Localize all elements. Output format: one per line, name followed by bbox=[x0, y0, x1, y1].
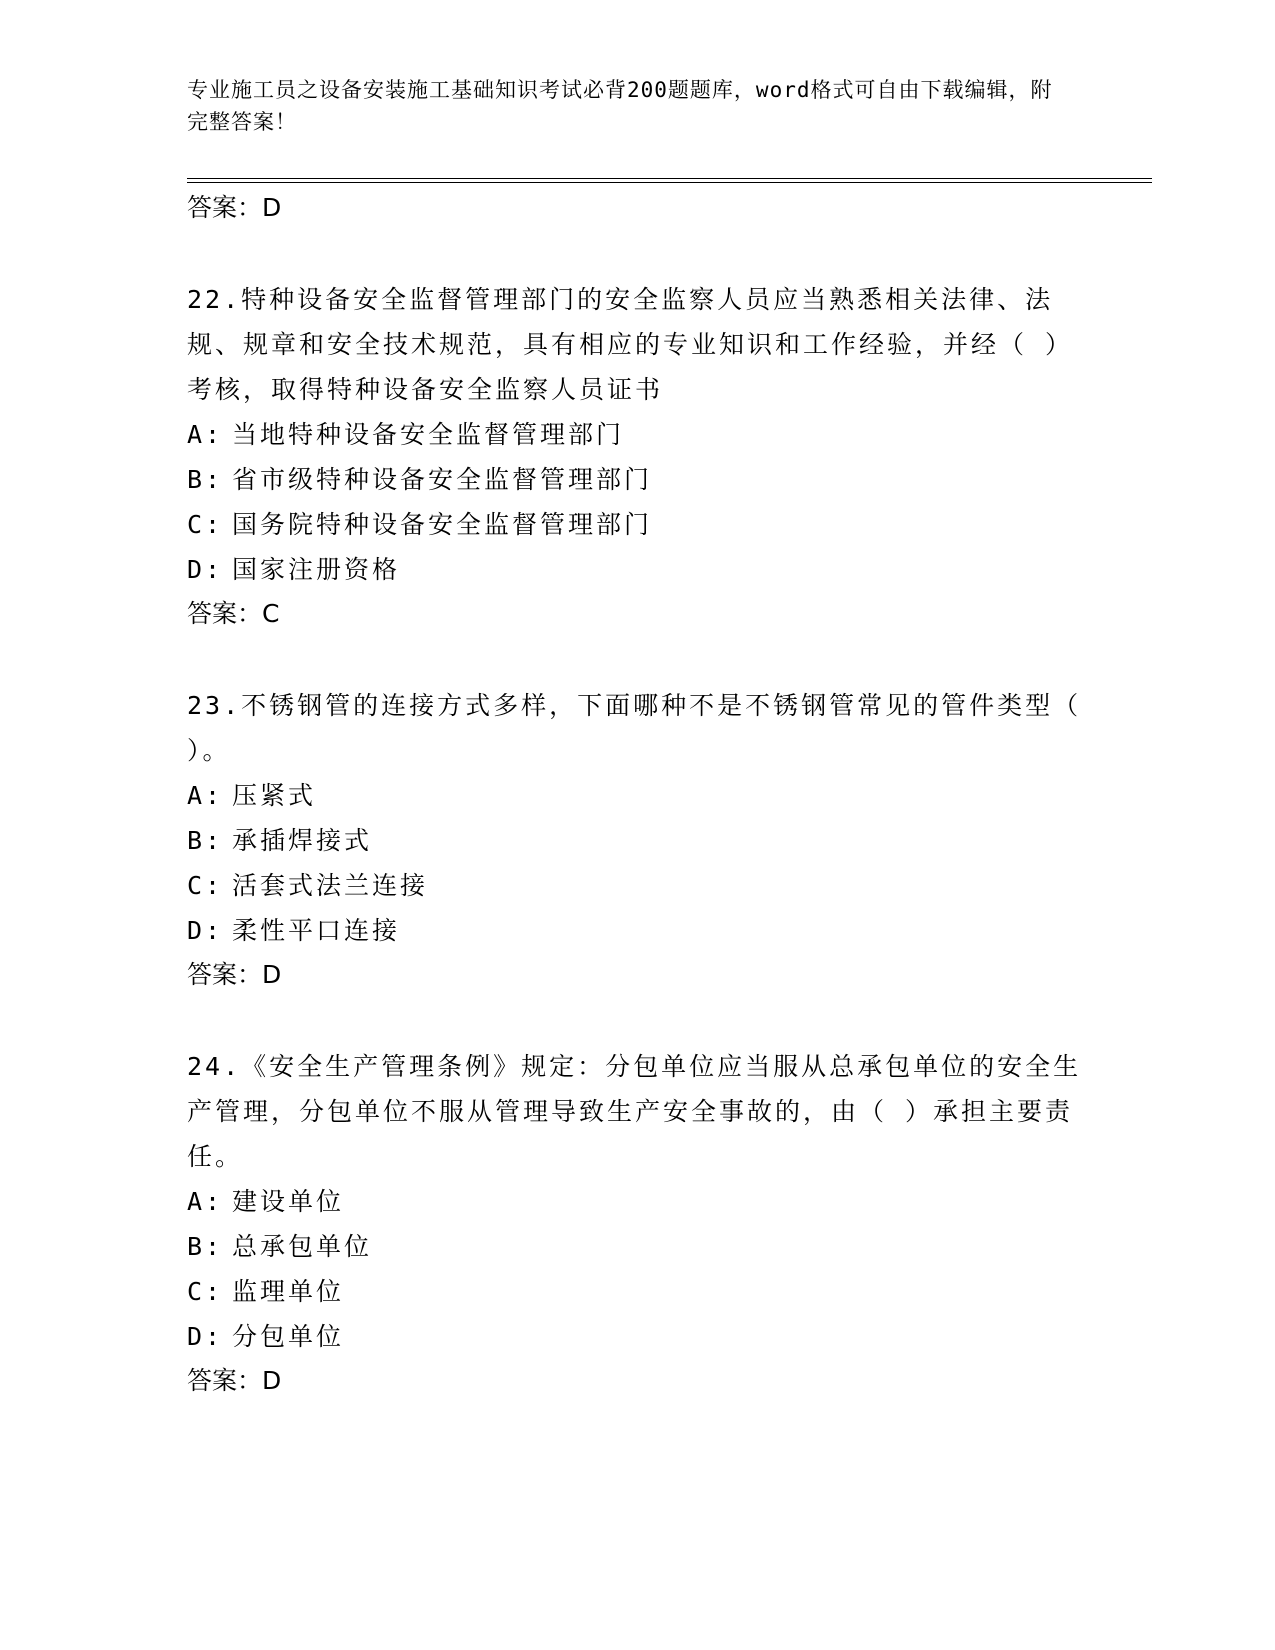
document-body bbox=[187, 186, 1087, 1403]
question-item bbox=[187, 1044, 1087, 1403]
option-text: 活套式法兰连接 bbox=[232, 871, 429, 900]
option-text: 压紧式 bbox=[232, 781, 317, 810]
option-d bbox=[187, 1314, 1087, 1359]
option-key: C: bbox=[187, 1277, 224, 1306]
answer-line: 答案：C bbox=[187, 599, 280, 628]
option-text: 柔性平口连接 bbox=[232, 916, 401, 945]
option-a bbox=[187, 773, 1087, 818]
option-key: C: bbox=[187, 871, 224, 900]
page-header-title: 专业施工员之设备安装施工基础知识考试必背200题题库，word格式可自由下载编辑，附完整答案！ bbox=[187, 78, 1053, 134]
option-key: D: bbox=[187, 555, 224, 584]
option-text: 承插焊接式 bbox=[232, 826, 373, 855]
option-c bbox=[187, 502, 1087, 547]
option-c bbox=[187, 1269, 1087, 1314]
option-b bbox=[187, 457, 1087, 502]
answer-line: 答案：D bbox=[187, 1366, 282, 1395]
option-text: 国务院特种设备安全监督管理部门 bbox=[232, 510, 653, 539]
option-a bbox=[187, 412, 1087, 457]
option-key: A: bbox=[187, 420, 224, 449]
option-text: 国家注册资格 bbox=[232, 555, 401, 584]
option-key: B: bbox=[187, 465, 224, 494]
option-key: A: bbox=[187, 1187, 224, 1216]
option-text: 监理单位 bbox=[232, 1277, 345, 1306]
question-stem: 24.《安全生产管理条例》规定：分包单位应当服从总承包单位的安全生产管理，分包单位不服从管理导致生产安全事故的，由（ ）承担主要责任。 bbox=[187, 1052, 1082, 1171]
option-text: 总承包单位 bbox=[232, 1232, 373, 1261]
option-key: C: bbox=[187, 510, 224, 539]
option-key: A: bbox=[187, 781, 224, 810]
option-text: 建设单位 bbox=[232, 1187, 345, 1216]
option-d bbox=[187, 908, 1087, 953]
question-stem: 22.特种设备安全监督管理部门的安全监察人员应当熟悉相关法律、法规、规章和安全技术规范，具有相应的专业知识和工作经验，并经（ ）考核，取得特种设备安全监察人员证书 bbox=[187, 285, 1074, 404]
option-text: 当地特种设备安全监督管理部门 bbox=[232, 420, 625, 449]
option-c bbox=[187, 863, 1087, 908]
header-divider bbox=[187, 178, 1152, 183]
option-a bbox=[187, 1179, 1087, 1224]
option-key: B: bbox=[187, 826, 224, 855]
option-d bbox=[187, 547, 1087, 592]
option-text: 分包单位 bbox=[232, 1322, 345, 1351]
option-text: 省市级特种设备安全监督管理部门 bbox=[232, 465, 653, 494]
question-stem: 23.不锈钢管的连接方式多样，下面哪种不是不锈钢管常见的管件类型（ ）。 bbox=[187, 691, 1082, 765]
option-b bbox=[187, 818, 1087, 863]
option-key: B: bbox=[187, 1232, 224, 1261]
option-key: D: bbox=[187, 1322, 224, 1351]
option-key: D: bbox=[187, 916, 224, 945]
answer-line: 答案：D bbox=[187, 193, 282, 222]
answer-line: 答案：D bbox=[187, 960, 282, 989]
question-item bbox=[187, 277, 1087, 636]
question-item bbox=[187, 683, 1087, 997]
option-b bbox=[187, 1224, 1087, 1269]
